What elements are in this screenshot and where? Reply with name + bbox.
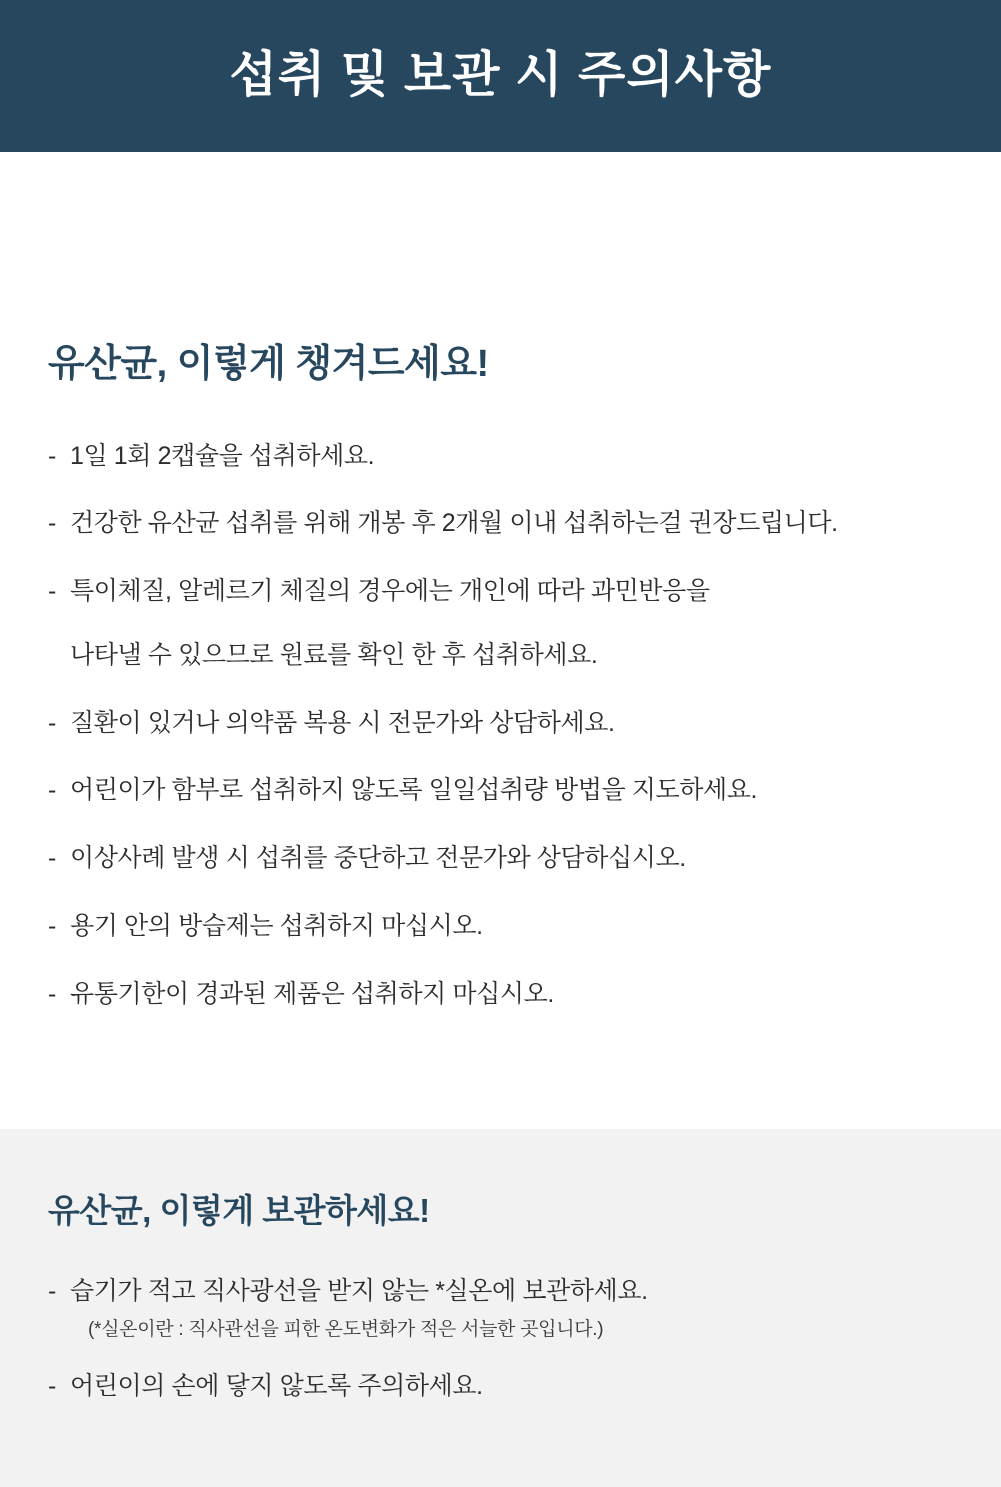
storage-section-heading: 유산균, 이렇게 보관하세요! <box>48 1192 430 1230</box>
bullet-marker: - <box>48 509 56 538</box>
storage-bullet-list <box>0 1275 1001 1404</box>
list-item-line-2: 나타낼 수 있으므로 원료를 확인 한 후 섭취하세요. <box>70 640 598 669</box>
list-item-text: 이상사례 발생 시 섭취를 중단하고 전문가와 상담하십시오. <box>70 844 686 873</box>
list-item-text <box>70 1275 648 1342</box>
list-item-text: 어린이가 함부로 섭취하지 않도록 일일섭취량 방법을 지도하세요. <box>70 776 758 805</box>
list-item-text: 1일 1회 2캡슐을 섭취하세요. <box>70 441 375 470</box>
list-item <box>48 978 961 1012</box>
list-item-text: 유통기한이 경과된 제품은 섭취하지 마십시오. <box>70 979 554 1008</box>
storage-item-note: (*실온이란 : 직사관선을 피한 온도변화가 적은 서늘한 곳입니다.) <box>88 1318 604 1340</box>
list-item-text: 어린이의 손에 닿지 않도록 주의하세요. <box>70 1372 483 1401</box>
list-item-text: 질환이 있거나 의약품 복용 시 전문가와 상담하세요. <box>70 708 615 737</box>
list-item <box>48 910 961 944</box>
list-item-line-1: 특이체질, 알레르기 체질의 경우에는 개인에 따라 과민반응을 <box>70 577 710 606</box>
bullet-marker: - <box>48 577 56 606</box>
intake-section <box>0 152 1001 1129</box>
storage-item-main: 습기가 적고 직사광선을 받지 않는 *실온에 보관하세요. <box>70 1276 648 1305</box>
bullet-marker: - <box>48 979 56 1008</box>
header-banner <box>0 0 1001 152</box>
bullet-marker: - <box>48 441 56 470</box>
list-item <box>48 575 961 673</box>
intake-section-heading: 유산균, 이렇게 챙겨드세요! <box>48 343 489 385</box>
list-item <box>48 1370 961 1404</box>
list-item <box>48 440 961 474</box>
bullet-marker: - <box>48 776 56 805</box>
bullet-marker: - <box>48 911 56 940</box>
list-item-text: 용기 안의 방습제는 섭취하지 마십시오. <box>70 911 483 940</box>
list-item-text <box>70 575 710 673</box>
bullet-marker: - <box>48 844 56 873</box>
intake-bullet-list <box>0 440 1001 1012</box>
list-item <box>48 774 961 808</box>
bullet-marker: - <box>48 1276 56 1305</box>
list-item <box>48 707 961 741</box>
list-item <box>48 507 961 541</box>
list-item <box>48 842 961 876</box>
bullet-marker: - <box>48 708 56 737</box>
storage-section <box>0 1129 1001 1487</box>
list-item-text: 건강한 유산균 섭취를 위해 개봉 후 2개월 이내 섭취하는걸 권장드립니다. <box>70 509 838 538</box>
page-title: 섭취 및 보관 시 주의사항 <box>229 48 772 103</box>
list-item <box>48 1275 961 1342</box>
bullet-marker: - <box>48 1372 56 1401</box>
